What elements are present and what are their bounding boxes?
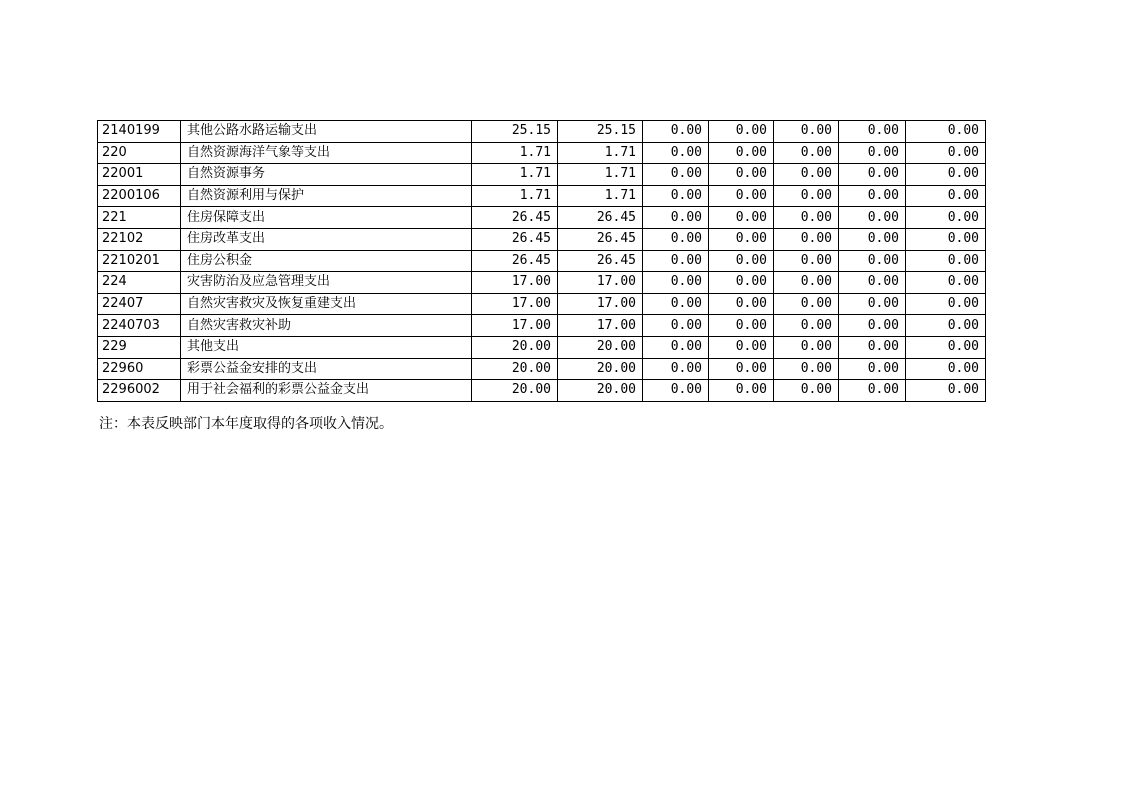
amount-cell: 1.71 xyxy=(558,185,643,207)
amount-cell: 0.00 xyxy=(774,164,839,186)
amount-cell: 20.00 xyxy=(558,336,643,358)
amount-cell: 0.00 xyxy=(643,380,709,402)
table-row xyxy=(98,164,986,186)
amount-cell: 26.45 xyxy=(472,250,558,272)
amount-cell: 0.00 xyxy=(906,207,986,229)
subject-code-cell: 2296002 xyxy=(98,380,181,402)
amount-cell: 0.00 xyxy=(643,293,709,315)
amount-cell: 26.45 xyxy=(472,207,558,229)
subject-name-cell: 其他支出 xyxy=(181,336,472,358)
amount-cell: 0.00 xyxy=(906,358,986,380)
subject-code-cell: 22102 xyxy=(98,228,181,250)
income-table-container xyxy=(97,120,986,402)
subject-name-cell: 自然资源利用与保护 xyxy=(181,185,472,207)
subject-code-cell: 220 xyxy=(98,142,181,164)
amount-cell: 0.00 xyxy=(643,336,709,358)
amount-cell: 0.00 xyxy=(774,358,839,380)
amount-cell: 0.00 xyxy=(906,380,986,402)
table-row xyxy=(98,272,986,294)
amount-cell: 0.00 xyxy=(643,228,709,250)
amount-cell: 17.00 xyxy=(472,293,558,315)
amount-cell: 0.00 xyxy=(709,164,774,186)
amount-cell: 0.00 xyxy=(906,228,986,250)
amount-cell: 0.00 xyxy=(709,185,774,207)
amount-cell: 17.00 xyxy=(558,293,643,315)
amount-cell: 0.00 xyxy=(709,142,774,164)
table-body xyxy=(98,121,986,402)
amount-cell: 1.71 xyxy=(558,142,643,164)
amount-cell: 26.45 xyxy=(558,228,643,250)
amount-cell: 0.00 xyxy=(906,185,986,207)
table-row xyxy=(98,315,986,337)
subject-code-cell: 2210201 xyxy=(98,250,181,272)
table-row xyxy=(98,358,986,380)
amount-cell: 17.00 xyxy=(472,315,558,337)
amount-cell: 0.00 xyxy=(839,228,906,250)
amount-cell: 20.00 xyxy=(558,380,643,402)
amount-cell: 0.00 xyxy=(643,164,709,186)
amount-cell: 0.00 xyxy=(643,250,709,272)
amount-cell: 0.00 xyxy=(709,207,774,229)
table-row xyxy=(98,207,986,229)
amount-cell: 1.71 xyxy=(472,142,558,164)
amount-cell: 0.00 xyxy=(643,315,709,337)
amount-cell: 25.15 xyxy=(558,121,643,143)
amount-cell: 0.00 xyxy=(643,142,709,164)
amount-cell: 0.00 xyxy=(839,293,906,315)
table-row xyxy=(98,336,986,358)
income-table xyxy=(97,120,986,402)
amount-cell: 26.45 xyxy=(558,250,643,272)
subject-name-cell: 用于社会福利的彩票公益金支出 xyxy=(181,380,472,402)
amount-cell: 26.45 xyxy=(558,207,643,229)
subject-code-cell: 229 xyxy=(98,336,181,358)
subject-code-cell: 2200106 xyxy=(98,185,181,207)
amount-cell: 0.00 xyxy=(643,272,709,294)
amount-cell: 25.15 xyxy=(472,121,558,143)
amount-cell: 0.00 xyxy=(839,336,906,358)
amount-cell: 0.00 xyxy=(774,380,839,402)
amount-cell: 0.00 xyxy=(774,293,839,315)
table-row xyxy=(98,293,986,315)
amount-cell: 0.00 xyxy=(774,121,839,143)
amount-cell: 17.00 xyxy=(558,315,643,337)
amount-cell: 0.00 xyxy=(709,380,774,402)
subject-name-cell: 自然灾害救灾及恢复重建支出 xyxy=(181,293,472,315)
amount-cell: 0.00 xyxy=(709,293,774,315)
amount-cell: 0.00 xyxy=(774,336,839,358)
amount-cell: 0.00 xyxy=(643,121,709,143)
amount-cell: 0.00 xyxy=(709,228,774,250)
subject-code-cell: 2240703 xyxy=(98,315,181,337)
amount-cell: 0.00 xyxy=(774,185,839,207)
amount-cell: 20.00 xyxy=(472,380,558,402)
amount-cell: 0.00 xyxy=(774,250,839,272)
subject-name-cell: 彩票公益金安排的支出 xyxy=(181,358,472,380)
subject-name-cell: 自然资源海洋气象等支出 xyxy=(181,142,472,164)
amount-cell: 0.00 xyxy=(643,207,709,229)
table-note: 注：本表反映部门本年度取得的各项收入情况。 xyxy=(99,416,393,432)
subject-name-cell: 住房改革支出 xyxy=(181,228,472,250)
subject-name-cell: 住房公积金 xyxy=(181,250,472,272)
subject-name-cell: 其他公路水路运输支出 xyxy=(181,121,472,143)
amount-cell: 0.00 xyxy=(709,358,774,380)
amount-cell: 0.00 xyxy=(839,142,906,164)
amount-cell: 0.00 xyxy=(774,228,839,250)
amount-cell: 0.00 xyxy=(839,164,906,186)
subject-code-cell: 2140199 xyxy=(98,121,181,143)
subject-name-cell: 灾害防治及应急管理支出 xyxy=(181,272,472,294)
amount-cell: 0.00 xyxy=(839,315,906,337)
amount-cell: 0.00 xyxy=(839,272,906,294)
amount-cell: 0.00 xyxy=(906,164,986,186)
table-row xyxy=(98,185,986,207)
amount-cell: 0.00 xyxy=(906,315,986,337)
table-row xyxy=(98,380,986,402)
amount-cell: 0.00 xyxy=(906,121,986,143)
subject-name-cell: 自然资源事务 xyxy=(181,164,472,186)
amount-cell: 0.00 xyxy=(906,142,986,164)
subject-name-cell: 住房保障支出 xyxy=(181,207,472,229)
amount-cell: 0.00 xyxy=(709,121,774,143)
amount-cell: 1.71 xyxy=(472,164,558,186)
amount-cell: 0.00 xyxy=(839,121,906,143)
amount-cell: 20.00 xyxy=(472,358,558,380)
amount-cell: 0.00 xyxy=(906,250,986,272)
amount-cell: 0.00 xyxy=(774,272,839,294)
amount-cell: 0.00 xyxy=(643,185,709,207)
amount-cell: 0.00 xyxy=(774,315,839,337)
amount-cell: 0.00 xyxy=(709,272,774,294)
amount-cell: 0.00 xyxy=(709,315,774,337)
amount-cell: 0.00 xyxy=(774,207,839,229)
amount-cell: 0.00 xyxy=(906,272,986,294)
amount-cell: 0.00 xyxy=(709,336,774,358)
amount-cell: 0.00 xyxy=(709,250,774,272)
amount-cell: 0.00 xyxy=(643,358,709,380)
subject-name-cell: 自然灾害救灾补助 xyxy=(181,315,472,337)
amount-cell: 0.00 xyxy=(839,250,906,272)
amount-cell: 17.00 xyxy=(472,272,558,294)
amount-cell: 0.00 xyxy=(906,336,986,358)
amount-cell: 0.00 xyxy=(839,185,906,207)
amount-cell: 0.00 xyxy=(774,142,839,164)
amount-cell: 17.00 xyxy=(558,272,643,294)
subject-code-cell: 22407 xyxy=(98,293,181,315)
amount-cell: 0.00 xyxy=(839,207,906,229)
table-row xyxy=(98,228,986,250)
subject-code-cell: 22001 xyxy=(98,164,181,186)
amount-cell: 1.71 xyxy=(558,164,643,186)
subject-code-cell: 224 xyxy=(98,272,181,294)
table-row xyxy=(98,121,986,143)
subject-code-cell: 22960 xyxy=(98,358,181,380)
table-row xyxy=(98,250,986,272)
amount-cell: 0.00 xyxy=(839,358,906,380)
amount-cell: 20.00 xyxy=(558,358,643,380)
amount-cell: 0.00 xyxy=(839,380,906,402)
subject-code-cell: 221 xyxy=(98,207,181,229)
table-row xyxy=(98,142,986,164)
amount-cell: 26.45 xyxy=(472,228,558,250)
amount-cell: 0.00 xyxy=(906,293,986,315)
amount-cell: 1.71 xyxy=(472,185,558,207)
amount-cell: 20.00 xyxy=(472,336,558,358)
